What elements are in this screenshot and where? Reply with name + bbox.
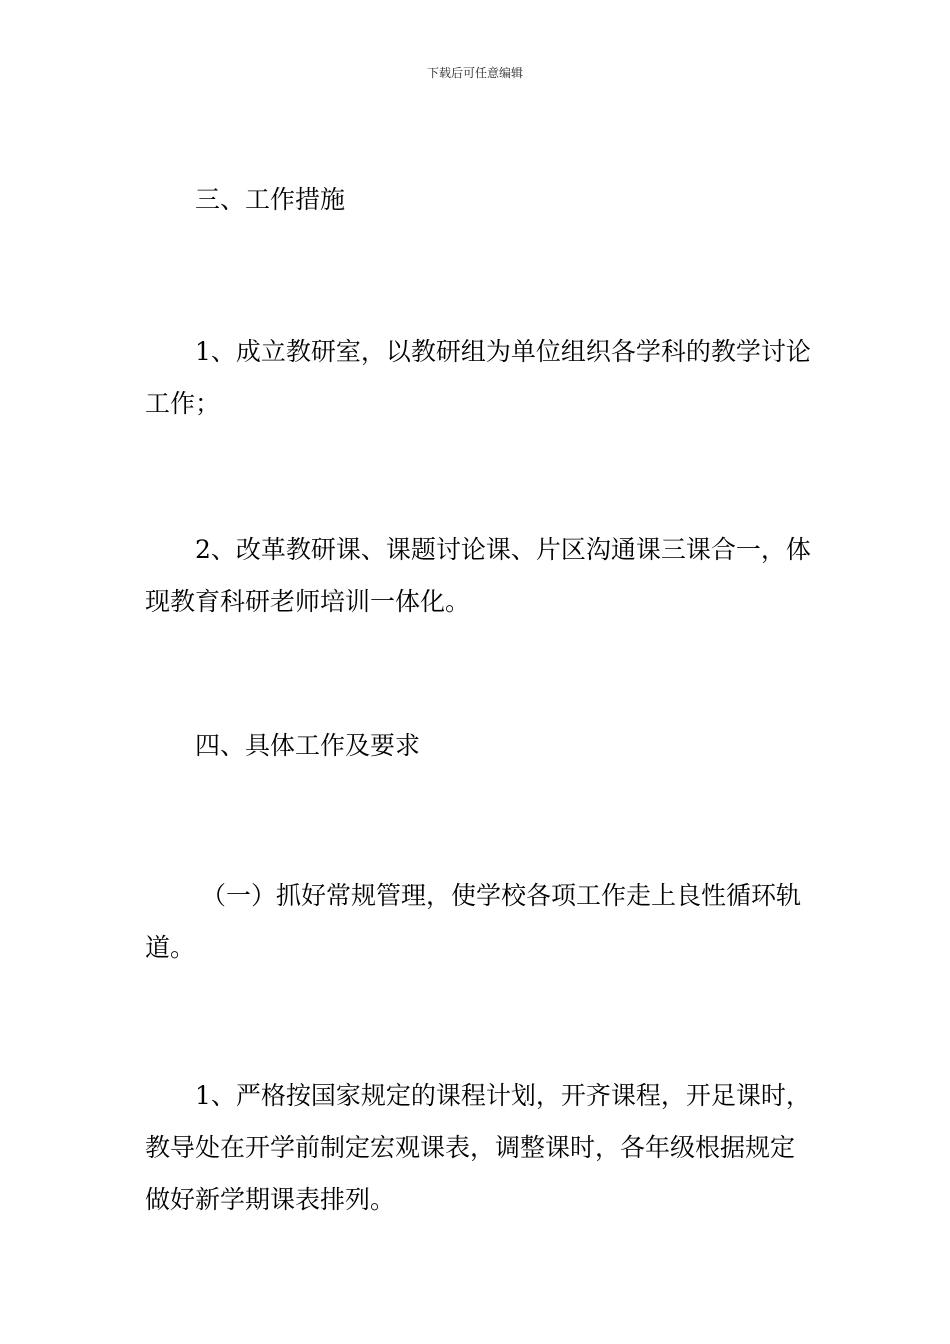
section-heading-work-measures: 三、工作措施 (195, 185, 346, 214)
paragraph-item-1: 1、成立教研室，以教研组为单位组织各学科的教学讨论工作； (145, 337, 811, 418)
paragraph-item-curriculum: 1、严格按国家规定的课程计划，开齐课程，开足课时，教导处在开学前制定宏观课表，调整课时，各年级根据规定做好新学期课表排列。 (145, 1081, 811, 1214)
page-header: 下载后可任意编辑 (426, 66, 523, 80)
subsection-heading-routine-management: （一）抓好常规管理，使学校各项工作走上良性循环轨道。 (145, 881, 802, 962)
section-heading-specific-work: 四、具体工作及要求 (195, 731, 421, 760)
paragraph-item-2: 2、改革教研课、课题讨论课、片区沟通课三课合一，体现教育科研老师培训一体化。 (145, 535, 811, 616)
